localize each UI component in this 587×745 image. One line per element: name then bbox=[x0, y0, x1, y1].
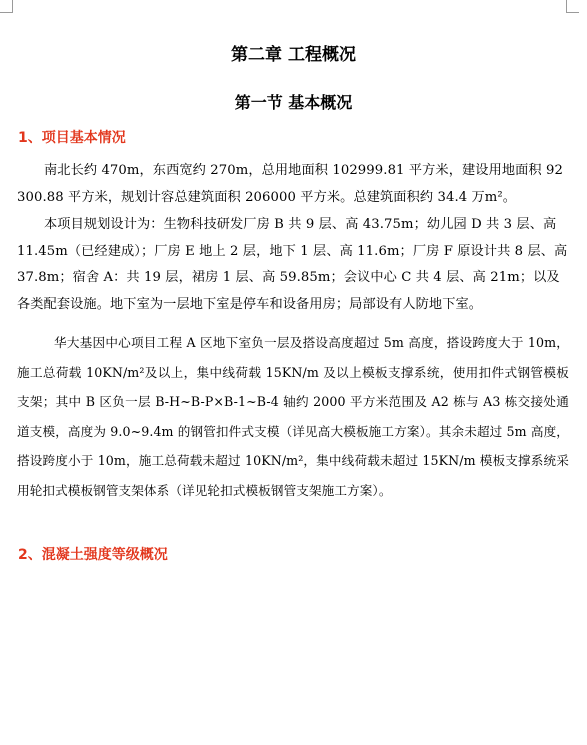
paragraph-site-area: 南北长约 470m，东西宽约 270m，总用地面积 102999.81 平方米，建设用地面积 92300.88 平方米，规划计容总建筑面积 206000 平方米。总建筑面积约 34.4 万m²。 bbox=[17, 163, 563, 205]
page-corner-mark-top-left bbox=[0, 0, 13, 13]
section-title: 第一节 基本概况 bbox=[234, 93, 353, 112]
page-corner-mark-top-right bbox=[566, 0, 579, 13]
heading-project-overview: 1、项目基本情况 bbox=[18, 130, 126, 146]
heading-concrete-grade: 2、混凝土强度等级概况 bbox=[18, 547, 168, 563]
chapter-title: 第二章 工程概况 bbox=[231, 45, 356, 65]
paragraph-planning: 本项目规划设计为：生物科技研发厂房 B 共 9 层、高 43.75m；幼儿园 D 共 3 层、高 11.45m（已经建成）；厂房 E 地上 2 层，地下 1 层、高 11.6m；厂房 F 原设计共 8 层、高 37.8m；宿舍 A：共 19 层，裙房 1 层、高 59.85m；会议中心 C 共 4 层、高 21m；以及各类配套设施。地下室为一层地下室是停车和设备用房；局部设有人防地下室。 bbox=[17, 217, 568, 312]
paragraph-formwork: 华大基因中心项目工程 A 区地下室负一层及搭设高度超过 5m 高度，搭设跨度大于 10m，施工总荷载 10KN/m²及以上，集中线荷载 15KN/m 及以上模板支撑系统，使用扣件式钢管模板支架；其中 B 区负一层 B-H~B-P×B-1~B-4 轴约 2000 平方米范围及 A2 栋与 A3 栋交接处通道支模，高度为 9.0~9.4m 的钢管扣件式支模（详见高大模板施工方案）。其余未超过 5m 高度，搭设跨度小于 10m，施工总荷载未超过 10KN/m²，集中线荷载未超过 15KN/m 模板支撑系统采用轮扣式模板钢管支架体系（详见轮扣式模板钢管支架施工方案）。 bbox=[17, 335, 569, 498]
